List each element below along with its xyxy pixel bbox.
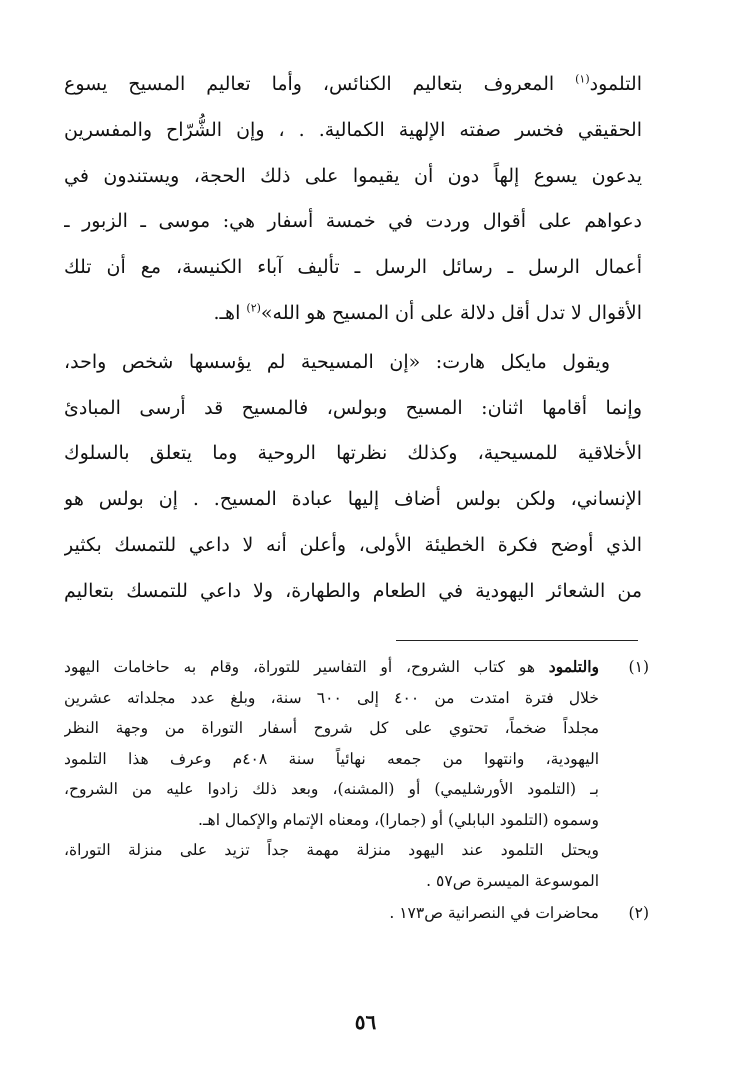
text-line: من الشعائر اليهودية في الطعام والطهارة، ولا داعي للتمسك بتعاليم <box>64 579 642 602</box>
footnote-number: (١) <box>628 658 649 676</box>
footnote-line: محاضرات في النصرانية ص١٧٣ . <box>389 904 599 922</box>
footnote-1 <box>64 652 649 896</box>
text-line: الأخلاقية للمسيحية، وكذلك نظرتها الروحية وما يتعلق بالسلوك <box>64 442 642 465</box>
text-segment: الأقوال لا تدل أقل دلالة على أن المسيح هو الله» <box>260 301 642 324</box>
text-line: يدعون يسوع إلهاً دون أن يقيموا على ذلك الحجة، ويستندون في <box>64 164 642 187</box>
text-segment: المعروف بتعاليم الكنائس، وأما تعاليم المسيح يسوع <box>64 73 576 95</box>
footnote-line: الموسوعة الميسرة ص٥٧ . <box>426 871 599 890</box>
text-line: دعواهم على أقوال وردت في خمسة أسفار هي: موسى ـ الزبور ـ <box>64 210 642 233</box>
footnote-line: وسموه (التلمود البابلي) أو (جمارا)، ومعناه الإتمام والإكمال اهـ. <box>198 810 599 829</box>
footnote-2 <box>64 898 649 929</box>
page-number: ٥٦ <box>354 1010 377 1034</box>
footnotes-section <box>64 652 649 929</box>
text-line <box>64 291 642 337</box>
text-line: ويقول مايكل هارت: «إن المسيحية لم يؤسسها شخص واحد، <box>64 350 610 373</box>
footnote-term: والتلمود <box>548 657 599 676</box>
paragraph-2 <box>64 340 642 615</box>
text-line: أعمال الرسل ـ رسائل الرسل ـ تأليف آباء الكنيسة، مع أن تلك <box>64 256 642 279</box>
footnote-line: ويحتل التلمود عند اليهود منزلة مهمة جداً تزيد على منزلة التوراة، <box>64 841 599 859</box>
paragraph-1 <box>64 62 642 337</box>
footnote-number: (٢) <box>628 904 649 922</box>
text-line: وإنما أقامها اثنان: المسيح وبولس، فالمسيح قد أرسى المبادئ <box>64 396 642 419</box>
text-line: الحقيقي فخسر صفته الإلهية الكمالية. . ، وإن الشُّرّاح والمفسرين <box>64 118 642 141</box>
text-line <box>64 62 642 108</box>
text-segment: اهـ. <box>213 301 247 324</box>
text-segment: التلمود <box>589 73 642 95</box>
footnote-line: مجلداً ضخماً، تحتوي على كل شروح أسفار التوراة من وجهة النظر <box>64 719 599 737</box>
footnote-line: بـ (التلمود الأورشليمي) أو (المشنه)، وبعد ذلك زادوا عليه من الشروح، <box>64 780 599 798</box>
text-line: الذي أوضح فكرة الخطيئة الأولى، وأعلن أنه لا داعي للتمسك بكثير <box>64 533 642 556</box>
text-line: الإنساني، ولكن بولس أضاف إليها عبادة المسيح. . إن بولس هو <box>64 488 642 511</box>
footnote-reference-2[interactable]: (٢) <box>246 301 261 315</box>
main-text-body <box>64 62 642 615</box>
footnote-line <box>64 652 599 683</box>
footnote-line: اليهودية، وانتهوا من جمعه نهائياً سنة ٤٠٨م وعرف هذا التلمود <box>64 749 599 768</box>
text-segment: هو كتاب الشروح، أو التفاسير للتوراة، وقام به حاخامات اليهود <box>64 658 549 676</box>
footnote-line: خلال فترة امتدت من ٤٠٠ إلى ٦٠٠ سنة، وبلغ عدد مجلداته عشرين <box>64 688 599 707</box>
footnote-reference-1[interactable]: (١) <box>575 72 590 86</box>
footnote-separator <box>396 640 638 641</box>
